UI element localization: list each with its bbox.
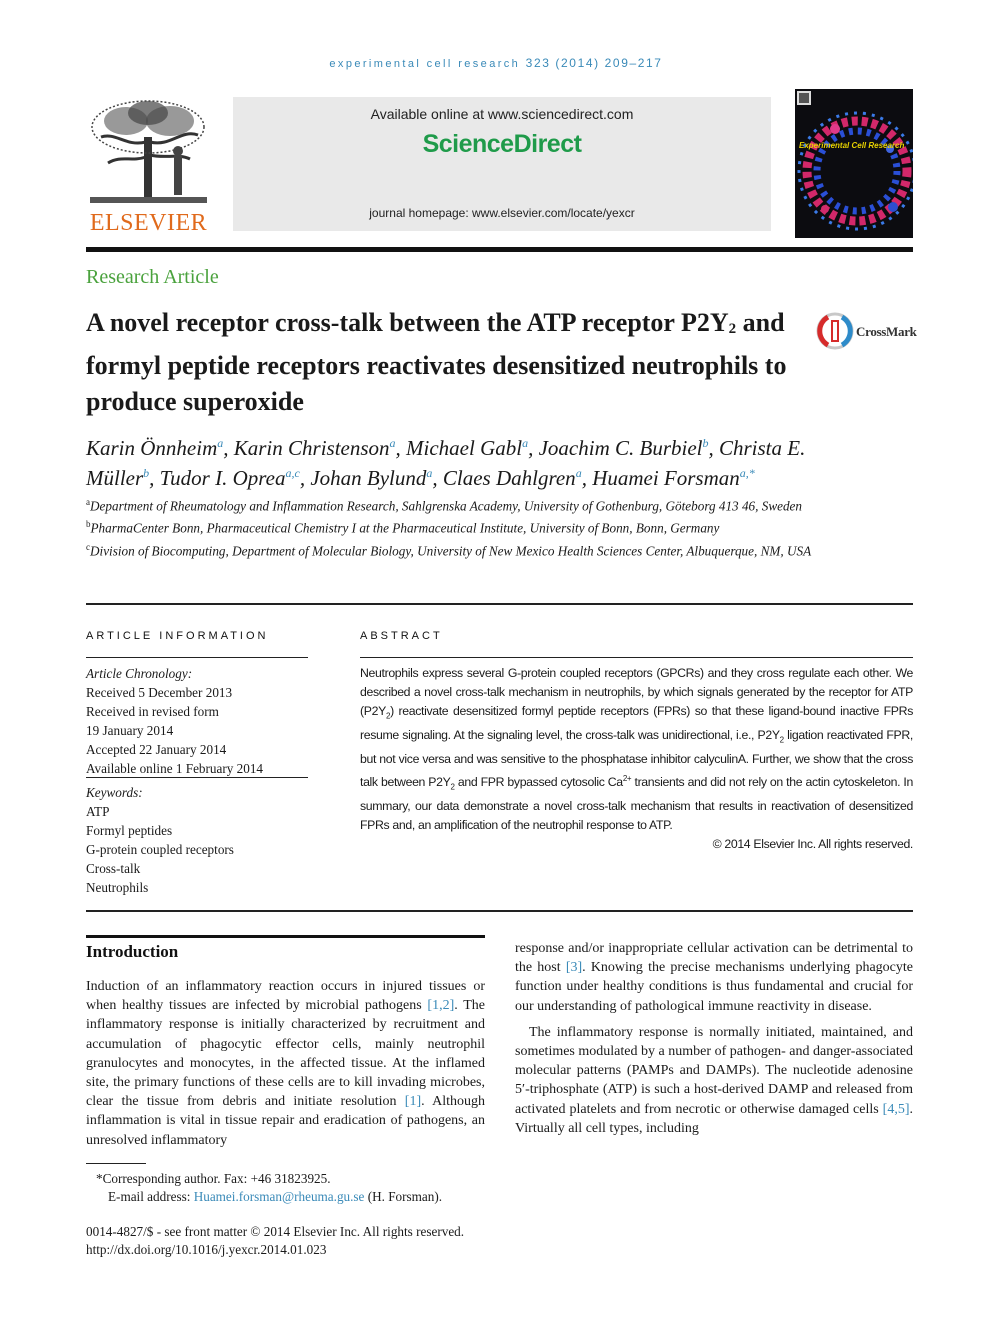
author-sep: ,	[581, 466, 593, 490]
sciencedirect-logo[interactable]: ScienceDirect	[422, 130, 582, 158]
body-text: Induction of an inflammatory reaction occurs in injured tissues or when healthy tissues are infected by microbial pathogens	[86, 979, 485, 1014]
abstract-part: ligation reactivated FPR, but not vice versa and was sensitive to the phosphatase inhibitor calyculinA. Further, we show that the cross talk between P2Y	[360, 728, 913, 790]
keyword: ATP	[86, 804, 110, 820]
crossmark-label: CrossMark	[856, 324, 917, 339]
keyword: Neutrophils	[86, 880, 149, 896]
revised-date: 19 January 2014	[86, 723, 174, 739]
author-name: Joachim C. Burbiel	[538, 436, 703, 460]
author-name: Karin Önnheim	[86, 436, 218, 460]
abstract-part: Neutrophils express several G-protein coupled receptors (GPCRs) and they cross regulate each other. We described a novel cross-talk mechanism in neutrophils, by which signals generated by the receptor for ATP (P2Y	[360, 666, 913, 719]
affiliation-mark: a	[86, 497, 90, 507]
author[interactable]	[86, 436, 234, 460]
body-text: . Knowing the precise mechanisms underlying phagocyte function under healthy conditions is thus fundamental and crucial for our understanding of pathological immune reactivity in disease.	[515, 960, 913, 1014]
title-text-1: A novel receptor cross-talk between the ATP receptor P2Y	[86, 308, 729, 337]
cover-art-icon	[795, 89, 913, 238]
author-name: Claes Dahlgren	[442, 466, 576, 490]
title-subscript: 2	[728, 321, 737, 337]
crossmark-icon	[816, 312, 854, 350]
body-text: The inflammatory response is normally initiated, maintained, and sometimes modulated by a number of pathogen- and danger-associated molecular patterns (PAMPs and DAMPs). The nucleotide adenosine 5′-triphosphate (ATP) is such a host-derived DAMP and released from activated platelets and from necrotic or otherwise damaged cells	[515, 1024, 913, 1117]
author-name: Johan Bylund	[310, 466, 427, 490]
author-sep: ,	[395, 436, 407, 460]
author-sep: ,	[149, 466, 160, 490]
keywords-label: Keywords:	[86, 785, 143, 800]
available-date: Available online 1 February 2014	[86, 761, 264, 777]
article-info-heading: ARTICLE INFORMATION	[86, 630, 269, 642]
email-link[interactable]: Huamei.forsman@rheuma.gu.se	[193, 1189, 365, 1204]
cover-title: Experimental Cell Research	[799, 141, 905, 150]
author-affil-mark[interactable]: a	[217, 436, 224, 450]
abstract-text	[360, 664, 913, 854]
reference-link[interactable]: [4,5]	[882, 1101, 910, 1117]
author-sep: ,	[432, 466, 443, 490]
author[interactable]	[160, 466, 311, 490]
author-affil-mark[interactable]: a	[389, 436, 396, 450]
paragraph	[515, 1023, 913, 1138]
paragraph	[86, 977, 485, 1150]
reference-link[interactable]: [1]	[404, 1094, 422, 1110]
abstract-sub: 2	[779, 735, 784, 745]
footnote-rule	[86, 1163, 146, 1164]
front-matter	[86, 1223, 536, 1259]
affiliation-rule	[86, 603, 913, 605]
email-label: E-mail address:	[108, 1189, 194, 1204]
abstract-sub: 2	[450, 782, 455, 792]
elsevier-wordmark: ELSEVIER	[89, 210, 208, 236]
author-affil-mark[interactable]: b	[143, 466, 150, 480]
article-info-rule	[86, 657, 308, 658]
affiliation	[86, 515, 813, 537]
body-text: . Although inflammation is vital in tissue repair and eradication of pathogens, an unresolved inflammatory	[86, 1094, 485, 1148]
body-column-left	[86, 977, 485, 1150]
reference-link[interactable]: [3]	[565, 960, 583, 976]
author-name: Tudor I. Oprea	[159, 466, 286, 490]
abstract-part: transients and did not rely on the actin cytoskeleton. In summary, our data demonstrate a novel cross-talk mechanism that results in reactivation of desensitized FPRs and, an amplification of the neutrophil response to ATP.	[360, 775, 913, 832]
affiliation-mark: c	[86, 541, 90, 552]
journal-name: experimental cell research	[329, 58, 521, 70]
abstract-sub: 2	[385, 711, 391, 721]
affiliation-mark: b	[86, 519, 91, 530]
journal-cover-image[interactable]	[795, 89, 913, 238]
abstract-end-rule	[86, 910, 913, 912]
header-rule	[86, 247, 913, 252]
journal-running-head	[0, 56, 992, 70]
affiliation	[86, 493, 813, 515]
author-name: Karin Christenson	[233, 436, 390, 460]
chronology-rule	[86, 777, 308, 778]
title-text-2: and formyl peptide receptors reactivates desensitized neutrophils to produce superoxide	[86, 308, 787, 416]
author[interactable]	[443, 466, 592, 490]
keyword: G-protein coupled receptors	[86, 842, 234, 858]
author-affil-mark[interactable]: b	[702, 436, 709, 450]
author[interactable]	[310, 466, 443, 490]
affiliation-text: Division of Biocomputing, Department of Molecular Biology, University of New Mexico Health Sciences Center, Albuquerque, NM, USA	[90, 543, 812, 559]
abstract-copyright: © 2014 Elsevier Inc. All rights reserved.	[712, 837, 913, 852]
email-tail: (H. Forsman).	[364, 1189, 443, 1204]
revised-label: Received in revised form	[86, 704, 219, 720]
elsevier-logo[interactable]	[86, 97, 211, 237]
abstract-part: and FPR bypassed cytosolic Ca	[454, 775, 623, 790]
keywords-list	[86, 783, 308, 898]
article-title	[86, 305, 806, 421]
paragraph	[515, 939, 913, 1016]
article-type: Research Article	[86, 266, 219, 288]
issn-line: 0014-4827/$ - see front matter © 2014 Elsevier Inc. All rights reserved.	[86, 1224, 465, 1239]
author-affil-mark[interactable]: a	[426, 466, 433, 480]
body-text: response and/or inappropriate cellular activation can be detrimental to the host	[515, 941, 913, 976]
doi-link[interactable]: http://dx.doi.org/10.1016/j.yexcr.2014.01.023	[86, 1242, 327, 1257]
author-sep: ,	[299, 466, 311, 490]
author-affil-mark[interactable]: a	[575, 466, 582, 480]
journal-volume: 323 (2014) 209–217	[525, 56, 663, 70]
keyword: Formyl peptides	[86, 823, 173, 839]
article-chronology	[86, 664, 308, 779]
author-affil-mark[interactable]: a,c	[285, 466, 300, 480]
author-sep: ,	[223, 436, 234, 460]
author-name: Huamei Forsman	[592, 466, 740, 490]
journal-homepage-link[interactable]: journal homepage: www.elsevier.com/locate/yexcr	[369, 206, 635, 220]
crossmark-button[interactable]	[816, 312, 916, 352]
abstract-sup: 2+	[622, 773, 632, 783]
author-sep: ,	[528, 436, 539, 460]
author-name: Christa E. Müller	[86, 436, 806, 490]
author-affil-mark[interactable]: a,*	[739, 466, 755, 480]
abstract-part: ) reactivate desensitized formyl peptide receptors (FPRs) so that these ligand-bound inactive FPRs resume signaling. At the signaling level, the cross-talk was unidirectional, i.e., P2Y	[360, 704, 913, 743]
author[interactable]	[234, 436, 406, 460]
body-column-right	[515, 939, 913, 1138]
email-line	[86, 1188, 536, 1206]
author-affil-mark[interactable]: a	[522, 436, 529, 450]
author-sep: ,	[708, 436, 719, 460]
corresponding-author-footnote	[86, 1170, 536, 1206]
abstract-rule	[360, 657, 913, 658]
available-online-text[interactable]: Available online at www.sciencedirect.com	[370, 106, 634, 122]
intro-rule	[86, 935, 485, 938]
intro-heading: Introduction	[86, 942, 179, 961]
corresponding-author: *Corresponding author. Fax: +46 31823925.	[96, 1171, 331, 1186]
author-name: Michael Gabl	[406, 436, 523, 460]
affiliation-text: Department of Rheumatology and Inflammation Research, Sahlgrenska Academy, University of Gothenburg, Göteborg 413 46, Sweden	[90, 498, 803, 514]
elsevier-tree-icon	[86, 97, 211, 209]
keyword: Cross-talk	[86, 861, 141, 877]
reference-link[interactable]: [1,2]	[427, 998, 455, 1014]
author-list	[86, 431, 816, 491]
affiliation-text: PharmaCenter Bonn, Pharmaceutical Chemistry I at the Pharmaceutical Institute, University of Bonn, Bonn, Germany	[90, 520, 720, 536]
author[interactable]	[539, 436, 719, 460]
abstract-heading: ABSTRACT	[360, 630, 443, 642]
received-date: Received 5 December 2013	[86, 685, 233, 701]
accepted-date: Accepted 22 January 2014	[86, 742, 227, 758]
affiliation	[86, 538, 813, 560]
body-text: . Virtually all cell types, including	[515, 1101, 913, 1136]
body-text: . The inflammatory response is initially characterized by recruitment and accumulation of phagocytic effector cells, mainly neutrophil granulocytes and monocytes, in the affected tissue. At the inflamed site, the primary functions of these cells are to kill invading microbes, clear the tissue from debris and initiate resolution	[86, 998, 485, 1110]
chronology-label: Article Chronology:	[86, 666, 193, 681]
author[interactable]	[592, 466, 755, 490]
affiliation-list	[86, 493, 813, 560]
author[interactable]	[406, 436, 539, 460]
